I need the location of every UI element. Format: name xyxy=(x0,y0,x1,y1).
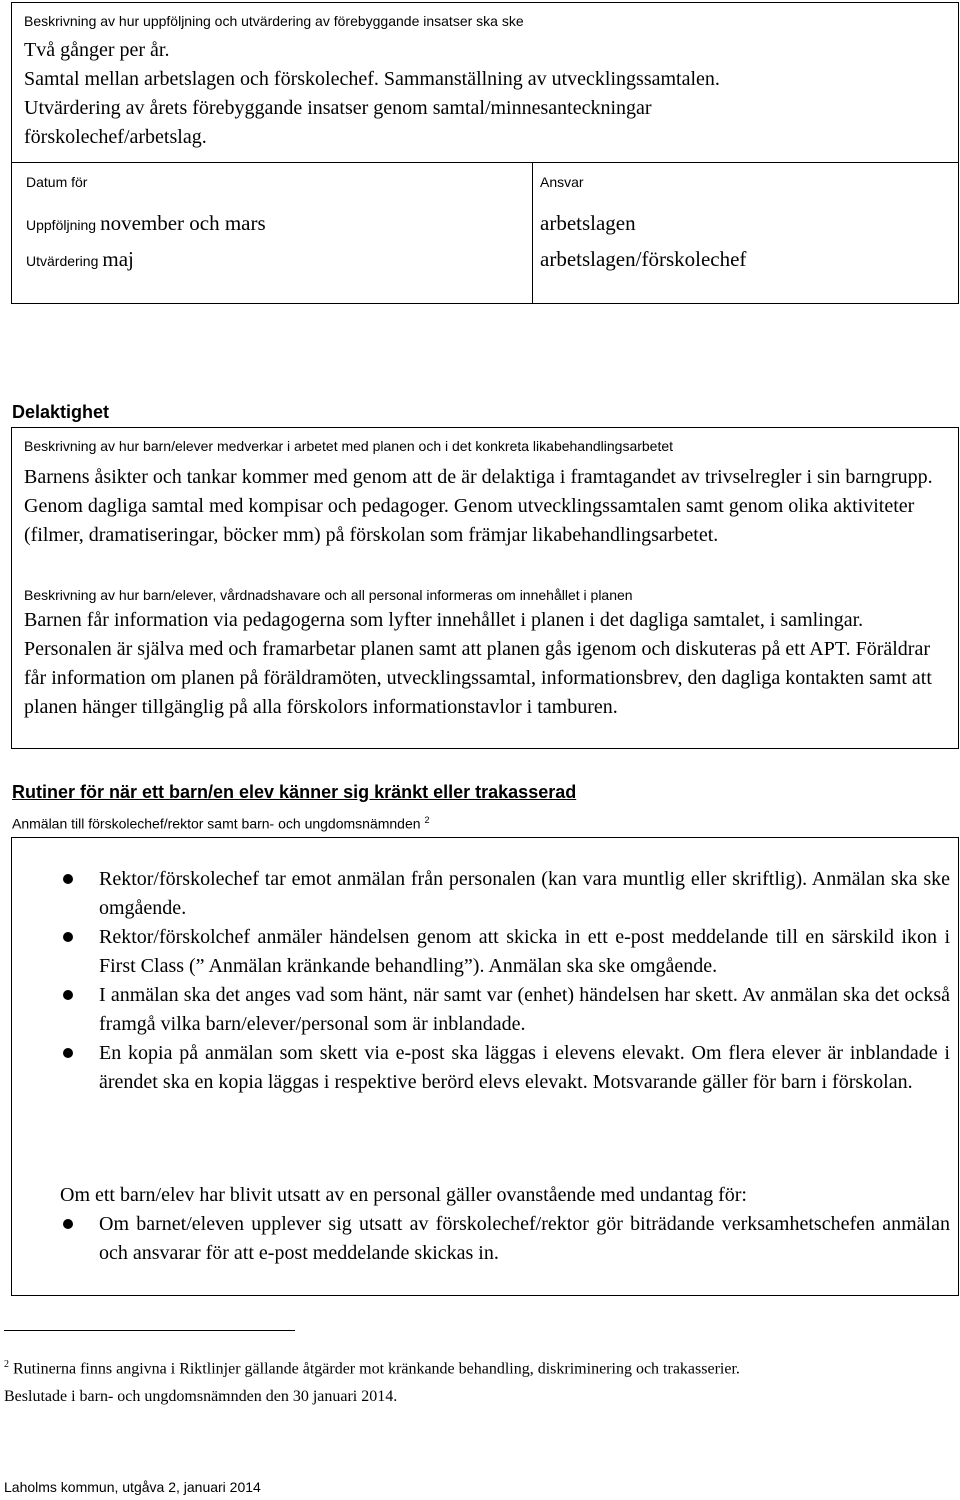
bullet-icon xyxy=(63,1048,73,1058)
list-item-text: Rektor/förskolchef anmäler händelsen genom att skicka in ett e-post meddelande till en särskild ikon i First Class (” Anmälan kränkande behandling”). Anmälan ska ske omgående. xyxy=(99,926,950,977)
schedule-row-value: november och mars xyxy=(100,211,266,235)
list-item-text: Rektor/förskolechef tar emot anmälan från personalen (kan vara muntlig eller skriftlig). Anmälan ska ske omgående. xyxy=(99,868,950,919)
footnote-reference: 2 xyxy=(424,815,430,825)
footnote xyxy=(4,1351,954,1411)
schedule-row-followup xyxy=(26,211,266,236)
followup-line: Utvärdering av årets förebyggande insatser genom samtal/minnesanteckningar xyxy=(24,97,652,119)
exception-intro: Om ett barn/elev har blivit utsatt av en personal gäller ovanstående med undantag för: xyxy=(60,1184,747,1206)
schedule-row-label: Utvärdering xyxy=(26,253,99,269)
participation-paragraph: Barnens åsikter och tankar kommer med genom att de är delaktiga i framtagandet av trivselregler i sin barngrupp. Genom dagliga samtal med kompisar och pedagoger. Genom utvecklingssamtalen samt genom olika aktiviteter (filmer, dramatiseringar, böcker mm) på förskolan som främjar likabehandlingsarbetet. xyxy=(24,466,933,546)
bullet-icon xyxy=(63,1219,73,1229)
footnote-number: 2 xyxy=(4,1359,9,1370)
bullet-icon xyxy=(63,932,73,942)
section-heading-delaktighet: Delaktighet xyxy=(12,402,110,422)
report-label xyxy=(12,815,429,832)
list-item xyxy=(12,981,960,1039)
followup-description-text xyxy=(24,36,720,152)
schedule-row-responsible: arbetslagen xyxy=(540,211,636,235)
followup-description-box xyxy=(11,2,959,163)
list-item xyxy=(12,923,960,981)
schedule-row-evaluation xyxy=(26,247,134,272)
list-item xyxy=(12,1039,960,1097)
participation-description-label: Beskrivning av hur barn/elever medverkar i arbetet med planen och i det konkreta likabehandlingsarbetet xyxy=(24,438,674,454)
date-column-header: Datum för xyxy=(26,174,88,190)
participation-box xyxy=(11,427,959,749)
schedule-table xyxy=(11,162,959,304)
routines-box xyxy=(11,837,959,1296)
section-heading-rutiner: Rutiner för när ett barn/en elev känner sig kränkt eller trakasserad xyxy=(12,782,577,802)
routine-bullet-list xyxy=(12,865,960,1097)
footnote-line xyxy=(4,1351,954,1383)
responsibility-column-header: Ansvar xyxy=(540,174,584,190)
list-item-text: En kopia på anmälan som skett via e-post ska läggas i elevens elevakt. Om flera elever är inblandade i ärendet ska en kopia läggas i respektive berörd elevs elevakt. Motsvarande gäller för barn i förskolan. xyxy=(99,1042,950,1093)
bullet-icon xyxy=(63,990,73,1000)
list-item-text: Om barnet/eleven upplever sig utsatt av förskolechef/rektor gör biträdande verksamhetschefen anmälan och ansvarar för att e-post meddelande skickas in. xyxy=(99,1213,950,1264)
followup-line: förskolechef/arbetslag. xyxy=(24,126,207,148)
schedule-row-label: Uppföljning xyxy=(26,217,97,233)
schedule-row-value: maj xyxy=(102,247,134,271)
footnote-separator xyxy=(4,1330,295,1331)
column-divider xyxy=(532,163,533,303)
report-label-text: Anmälan till förskolechef/rektor samt barn- och ungdomsnämnden xyxy=(12,815,421,832)
list-item xyxy=(12,865,960,923)
footnote-line: Beslutade i barn- och ungdomsnämnden den 30 januari 2014. xyxy=(4,1388,398,1406)
information-description-label: Beskrivning av hur barn/elever, vårdnadshavare och all personal informeras om innehållet i planen xyxy=(24,587,633,603)
list-item xyxy=(12,1210,960,1268)
exception-bullet-list xyxy=(12,1210,960,1268)
followup-line: Två gånger per år. xyxy=(24,39,170,61)
followup-line: Samtal mellan arbetslagen och förskolechef. Sammanställning av utvecklingssamtalen. xyxy=(24,68,720,90)
followup-description-label: Beskrivning av hur uppföljning och utvärdering av förebyggande insatser ska ske xyxy=(24,13,524,29)
information-paragraph: Barnen får information via pedagogerna som lyfter innehållet i planen i det dagliga samtalet, i samlingar. Personalen är själva med och framarbetar planen samt att planen gås igenom och diskuteras på ett APT. Föräldrar får information om planen på föräldramöten, utvecklingssamtal, informationsbrev, den dagliga kontakten samt att planen hänger tillgänglig på alla förskolors informationstavlor i tamburen. xyxy=(24,609,932,718)
list-item-text: I anmälan ska det anges vad som hänt, när samt var (enhet) händelsen har skett. Av anmälan ska det också framgå vilka barn/elever/personal som är inblandade. xyxy=(99,984,950,1035)
schedule-row-responsible: arbetslagen/förskolechef xyxy=(540,247,747,271)
footnote-text: Rutinerna finns angivna i Riktlinjer gällande åtgärder mot kränkande behandling, diskriminering och trakasserier. xyxy=(13,1360,740,1378)
page-footer: Laholms kommun, utgåva 2, januari 2014 xyxy=(4,1479,261,1495)
bullet-icon xyxy=(63,874,73,884)
